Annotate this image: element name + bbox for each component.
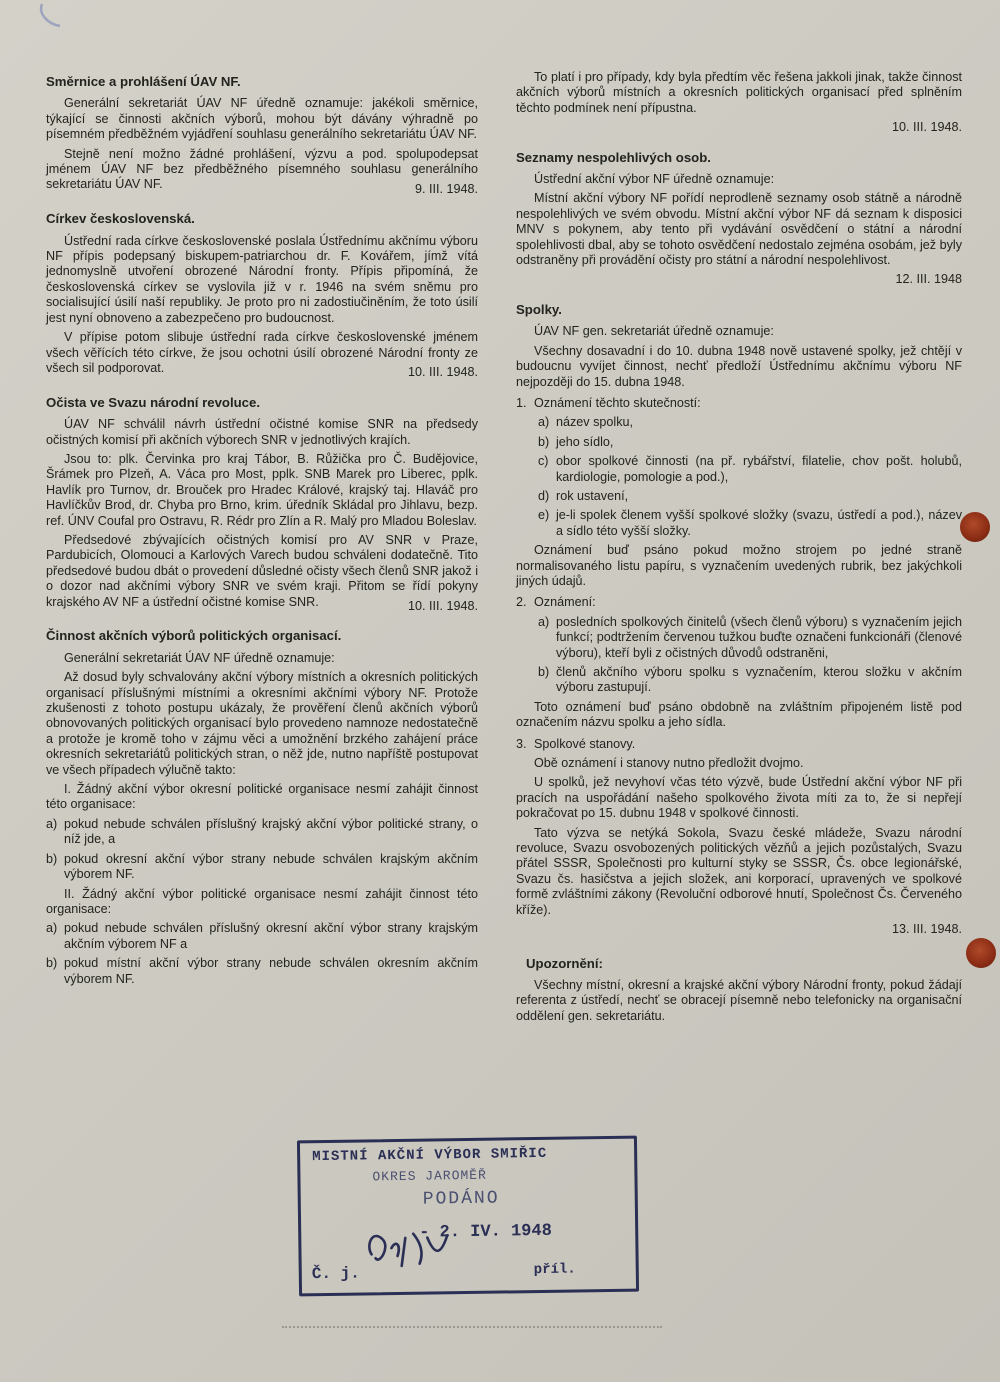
paragraph: Všechny místní, okresní a krajské akční výbory Národní fronty, pokud žádají referenta z ústředí, nechť se obracejí písemně nebo telefonicky na organisační oddělení gen. sekretariátu. (516, 977, 962, 1023)
list-label: c) (538, 454, 549, 469)
paragraph: Stejně není možno žádné prohlášení, výzvu a pod. spolupodepsat jménem ÚAV NF bez předběžného písemného souhlasu generálního sekretariátu ÚAV NF. (46, 146, 478, 192)
stamp-line: PODÁNO (422, 1188, 500, 1210)
list-item (46, 852, 478, 883)
right-column (516, 66, 962, 1028)
list-text: je-li spolek členem vyšší spolkové složky (svazu, ústředí a pod.), název a sídlo této vyšší složky. (556, 508, 962, 538)
date-line: 10. III. 1948. (891, 120, 962, 135)
paragraph: Místní akční výbory NF pořídí neprodleně seznamy osob státně a národně nespolehlivých ve svém obvodu. Místní akční výbor NF dá seznam k disposici MNV s pokynem, aby tento při vydávání osvědčení o státní a národní spolehlivosti dbal, aby se tohoto osvědčení nedostalo zejména osobám, jež byly odstraněny při provádění očisty pro státní a národní nespolehlivost. (516, 191, 962, 268)
date-line: 12. III. 1948 (895, 272, 962, 287)
paragraph: V přípise potom slibuje ústřední rada církve československé jménem všech věřících této církve, že jsou ochotni úsilí obrozené Národní fronty ze všech sil podporovat. (46, 330, 478, 375)
list-text: pokud nebude schválen příslušný krajský akční výbor politické strany, o níž jde, a (64, 816, 478, 847)
number-text: Oznámení: (534, 595, 596, 610)
list-item (538, 508, 962, 539)
corner-pencil-mark (8, 0, 78, 40)
list-text: pokud místní akční výbor strany nebude schválen okresním akčním výborem NF. (64, 956, 478, 986)
handwritten-signature (361, 1213, 472, 1275)
list-label: a) (46, 921, 58, 936)
stamp-reference-label: Č. j. (311, 1264, 360, 1284)
punch-hole (966, 938, 996, 968)
list-label: b) (538, 665, 550, 679)
list-item (46, 921, 478, 952)
list-text: posledních spolkových činitelů (všech členů výboru) s vyznačením jejich funkcí; podtržením červenou tužkou buďte označeni funkcionáři (členové výboru), kteří byli z očistných důvodů odstraněni, (556, 614, 962, 660)
list-label: a) (46, 816, 58, 831)
list-text: členů akčního výboru spolku s vyznačením, kterou složku v akčním výboru zastupují. (556, 665, 962, 695)
paragraph: Předsedové zbývajících očistných komisí pro AV SNR v Praze, Pardubicích, Olomouci a Karlových Varech budou schváleni dodatečně. Tito předsedové budou dbát o provedení důsledné očisty všech členů SNR jakož i o dozor nad akčními výbory SNR ve svém kraji. Přitom se řídí pokyny krajského AV NF a ústřední očistné komise SNR. (46, 532, 478, 609)
number-label: 1. (516, 395, 527, 410)
list-label: d) (538, 488, 550, 503)
list-label: b) (46, 851, 58, 866)
number-text: Oznámení těchto skutečností: (534, 395, 701, 410)
dotted-rule (282, 1326, 662, 1328)
section-title-upozorneni: Upozornění: (526, 955, 603, 971)
left-column (46, 66, 478, 991)
stamp-attachment-label: příl. (533, 1261, 576, 1279)
section-title-smernice: Směrnice a prohlášení ÚAV NF. (46, 74, 241, 89)
numbered-item (516, 595, 962, 610)
paragraph: Všechny dosavadní i do 10. dubna 1948 nově ustavené spolky, jež chtějí v budoucnu vyvíjet činnost, nechť předloží Ústřednímu akčnímu výboru NF nejpozději do 15. dubna 1948. (516, 343, 962, 389)
punch-hole (960, 512, 990, 542)
list-label: b) (46, 956, 58, 971)
list-item (538, 435, 962, 450)
list-label: b) (538, 434, 550, 449)
list-item (538, 454, 962, 485)
numbered-item (516, 737, 962, 752)
list-text: název spolku, (556, 415, 634, 430)
date-line: 13. III. 1948. (891, 922, 962, 937)
stamp-line: OKRES JAROMĚŘ (372, 1167, 487, 1185)
section-title-cinnost: Činnost akčních výborů politických organisací. (46, 628, 342, 644)
paragraph: Toto oznámení buď psáno obdobně na zvláštním připojeném listě pod označením názvu spolku a jeho sídla. (516, 699, 962, 730)
date-line: 10. III. 1948. (407, 365, 478, 380)
list-text: jeho sídlo, (556, 434, 614, 449)
stamp-date: - 2. IV. 1948 (419, 1221, 552, 1243)
paragraph: Oznámení buď psáno pokud možno strojem po jedné straně normalisovaného listu papíru, s vyznačením uvedených rubrik, bez jakýchkoli jiných údajů. (516, 543, 962, 588)
paragraph: ÚAV NF gen. sekretariát úředně oznamuje: (534, 324, 774, 339)
paragraph: To platí i pro případy, kdy byla předtím věc řešena jakkoli jinak, takže činnost akčních výborů místních a okresních politických organisací před splněním těchto podmínek není přípustna. (516, 70, 962, 115)
list-item (538, 415, 962, 430)
list-label: e) (538, 508, 550, 523)
section-title-cirkev: Církev československá. (46, 211, 195, 227)
list-text: obor spolkové činnosti (na př. rybářství, filatelie, chov pošt. holubů, kardiologie, pomologie a pod.), (556, 454, 962, 484)
number-label: 2. (516, 595, 527, 610)
list-item (538, 489, 962, 504)
date-line: 10. III. 1948. (407, 599, 478, 613)
paragraph: Tato výzva se netýká Sokola, Svazu české mládeže, Svazu národní revoluce, Svazu osvobozených politických vězňů a jejich pozůstalých, Svazu přátel SSSR, Společnosti pro kulturní styky se SSSR, Čs. obce legionářské, Svazu čs. hasičstva a jejich složek, ani korporací, upravených ve spolkové formě zvláštními zákony (Revoluční odborové hnutí, Společnost Čs. Červeného kříže). (516, 825, 962, 917)
paragraph: Generální sekretariát ÚAV NF úředně oznamuje: (64, 650, 335, 665)
section-title-ocista: Očista ve Svazu národní revoluce. (46, 394, 261, 410)
number-label: 3. (516, 736, 527, 751)
date-line: 9. III. 1948. (414, 181, 478, 196)
paragraph: Až dosud byly schvalovány akční výbory místních a okresních politických organisací příslušnými místními a okresními akčními výbory NF. Protože zkušenosti z tohoto postupu ukázaly, že prověření členů akčních výborů obnovovaných politických organisací bylo provedeno namnoze nedostatečně a protože je kromě toho v zájmu věci a umožnění brzkého zahájení práce okresních sekretariátů politických stran, o něž jde, nutno napříště postupovat ve všech případech výlučně takto: (46, 670, 478, 777)
stamp-line: MISTNÍ AKČNÍ VÝBOR SMIŘIC (312, 1145, 548, 1166)
numbered-item (516, 396, 962, 411)
list-item (538, 615, 962, 661)
paragraph: Ústřední akční výbor NF úředně oznamuje: (534, 172, 775, 187)
paragraph: Generální sekretariát ÚAV NF úředně oznamuje: jakékoli směrnice, týkající se činnosti akčních výborů, mohou být dávány výhradně po písemném předběžném vyjádření souhlasu generálního sekretariátu ÚAV NF. (46, 96, 478, 142)
section-title-spolky: Spolky. (516, 301, 562, 317)
paragraph: II. Žádný akční výbor politické organisace nesmí zahájit činnost této organisace: (46, 886, 478, 916)
paragraph: ÚAV NF schválil návrh ústřední očistné komise SNR na předsedy očistných komisí při akčních výborech SNR v jednotlivých krajích. (46, 417, 478, 447)
list-text: pokud okresní akční výbor strany nebude schválen krajským akčním výborem NF. (64, 851, 478, 882)
list-text: pokud nebude schválen příslušný okresní akční výbor strany krajským akčním výborem NF a (64, 921, 478, 951)
paragraph: Obě oznámení i stanovy nutno předložit dvojmo. (534, 756, 804, 771)
list-label: a) (538, 614, 550, 629)
list-item (538, 665, 962, 696)
registry-stamp (297, 1136, 639, 1297)
list-label: a) (538, 415, 550, 430)
paragraph: Jsou to: plk. Červinka pro kraj Tábor, B. Růžička pro Č. Budějovice, Šrámek pro Plzeň, A. Váca pro Most, pplk. SNB Marek pro Liberec, pplk. Havlík pro Turnov, dr. Brouček pro Hradec Králové, krajský taj. Hlaváč pro Havlíčkův Brod, dr. Chyba pro Brno, krim. úředník Skládal pro Jihlavu, bezp. ref. ÚNV Coufal pro Ostravu, R. Rédr pro Zlín a R. Malý pro Mladou Boleslav. (46, 451, 478, 528)
paragraph: Ústřední rada církve československé poslala Ústřednímu akčnímu výboru NF přípis podepsaný biskupem-patriarchou dr. F. Kovářem, jímž vítá jednomyslně utvoření obrozené Národní fronty. Přípis připomíná, že československá církev se vyslovila již v r. 1946 na svém sněmu pro socialisující úsilí naší republiky. Je proto pro ni zadostiučiněním, že toto úsilí jest nyní obnoveno a zabezpečeno pro budoucnost. (46, 233, 478, 325)
section-title-seznamy: Seznamy nespolehlivých osob. (516, 149, 711, 165)
list-item (46, 817, 478, 848)
number-text: Spolkové stanovy. (534, 736, 636, 751)
paragraph: U spolků, jež nevyhoví včas této výzvě, bude Ústřední akční výbor NF při pracích na uspořádání našeho spolkového života míti za to, že si nepřejí pokračovat po 15. dubnu 1948 v spolkové činnosti. (516, 775, 962, 821)
list-item (46, 956, 478, 987)
list-text: rok ustavení, (556, 488, 629, 503)
paragraph: I. Žádný akční výbor okresní politické organisace nesmí zahájit činnost této organisace: (46, 782, 478, 812)
